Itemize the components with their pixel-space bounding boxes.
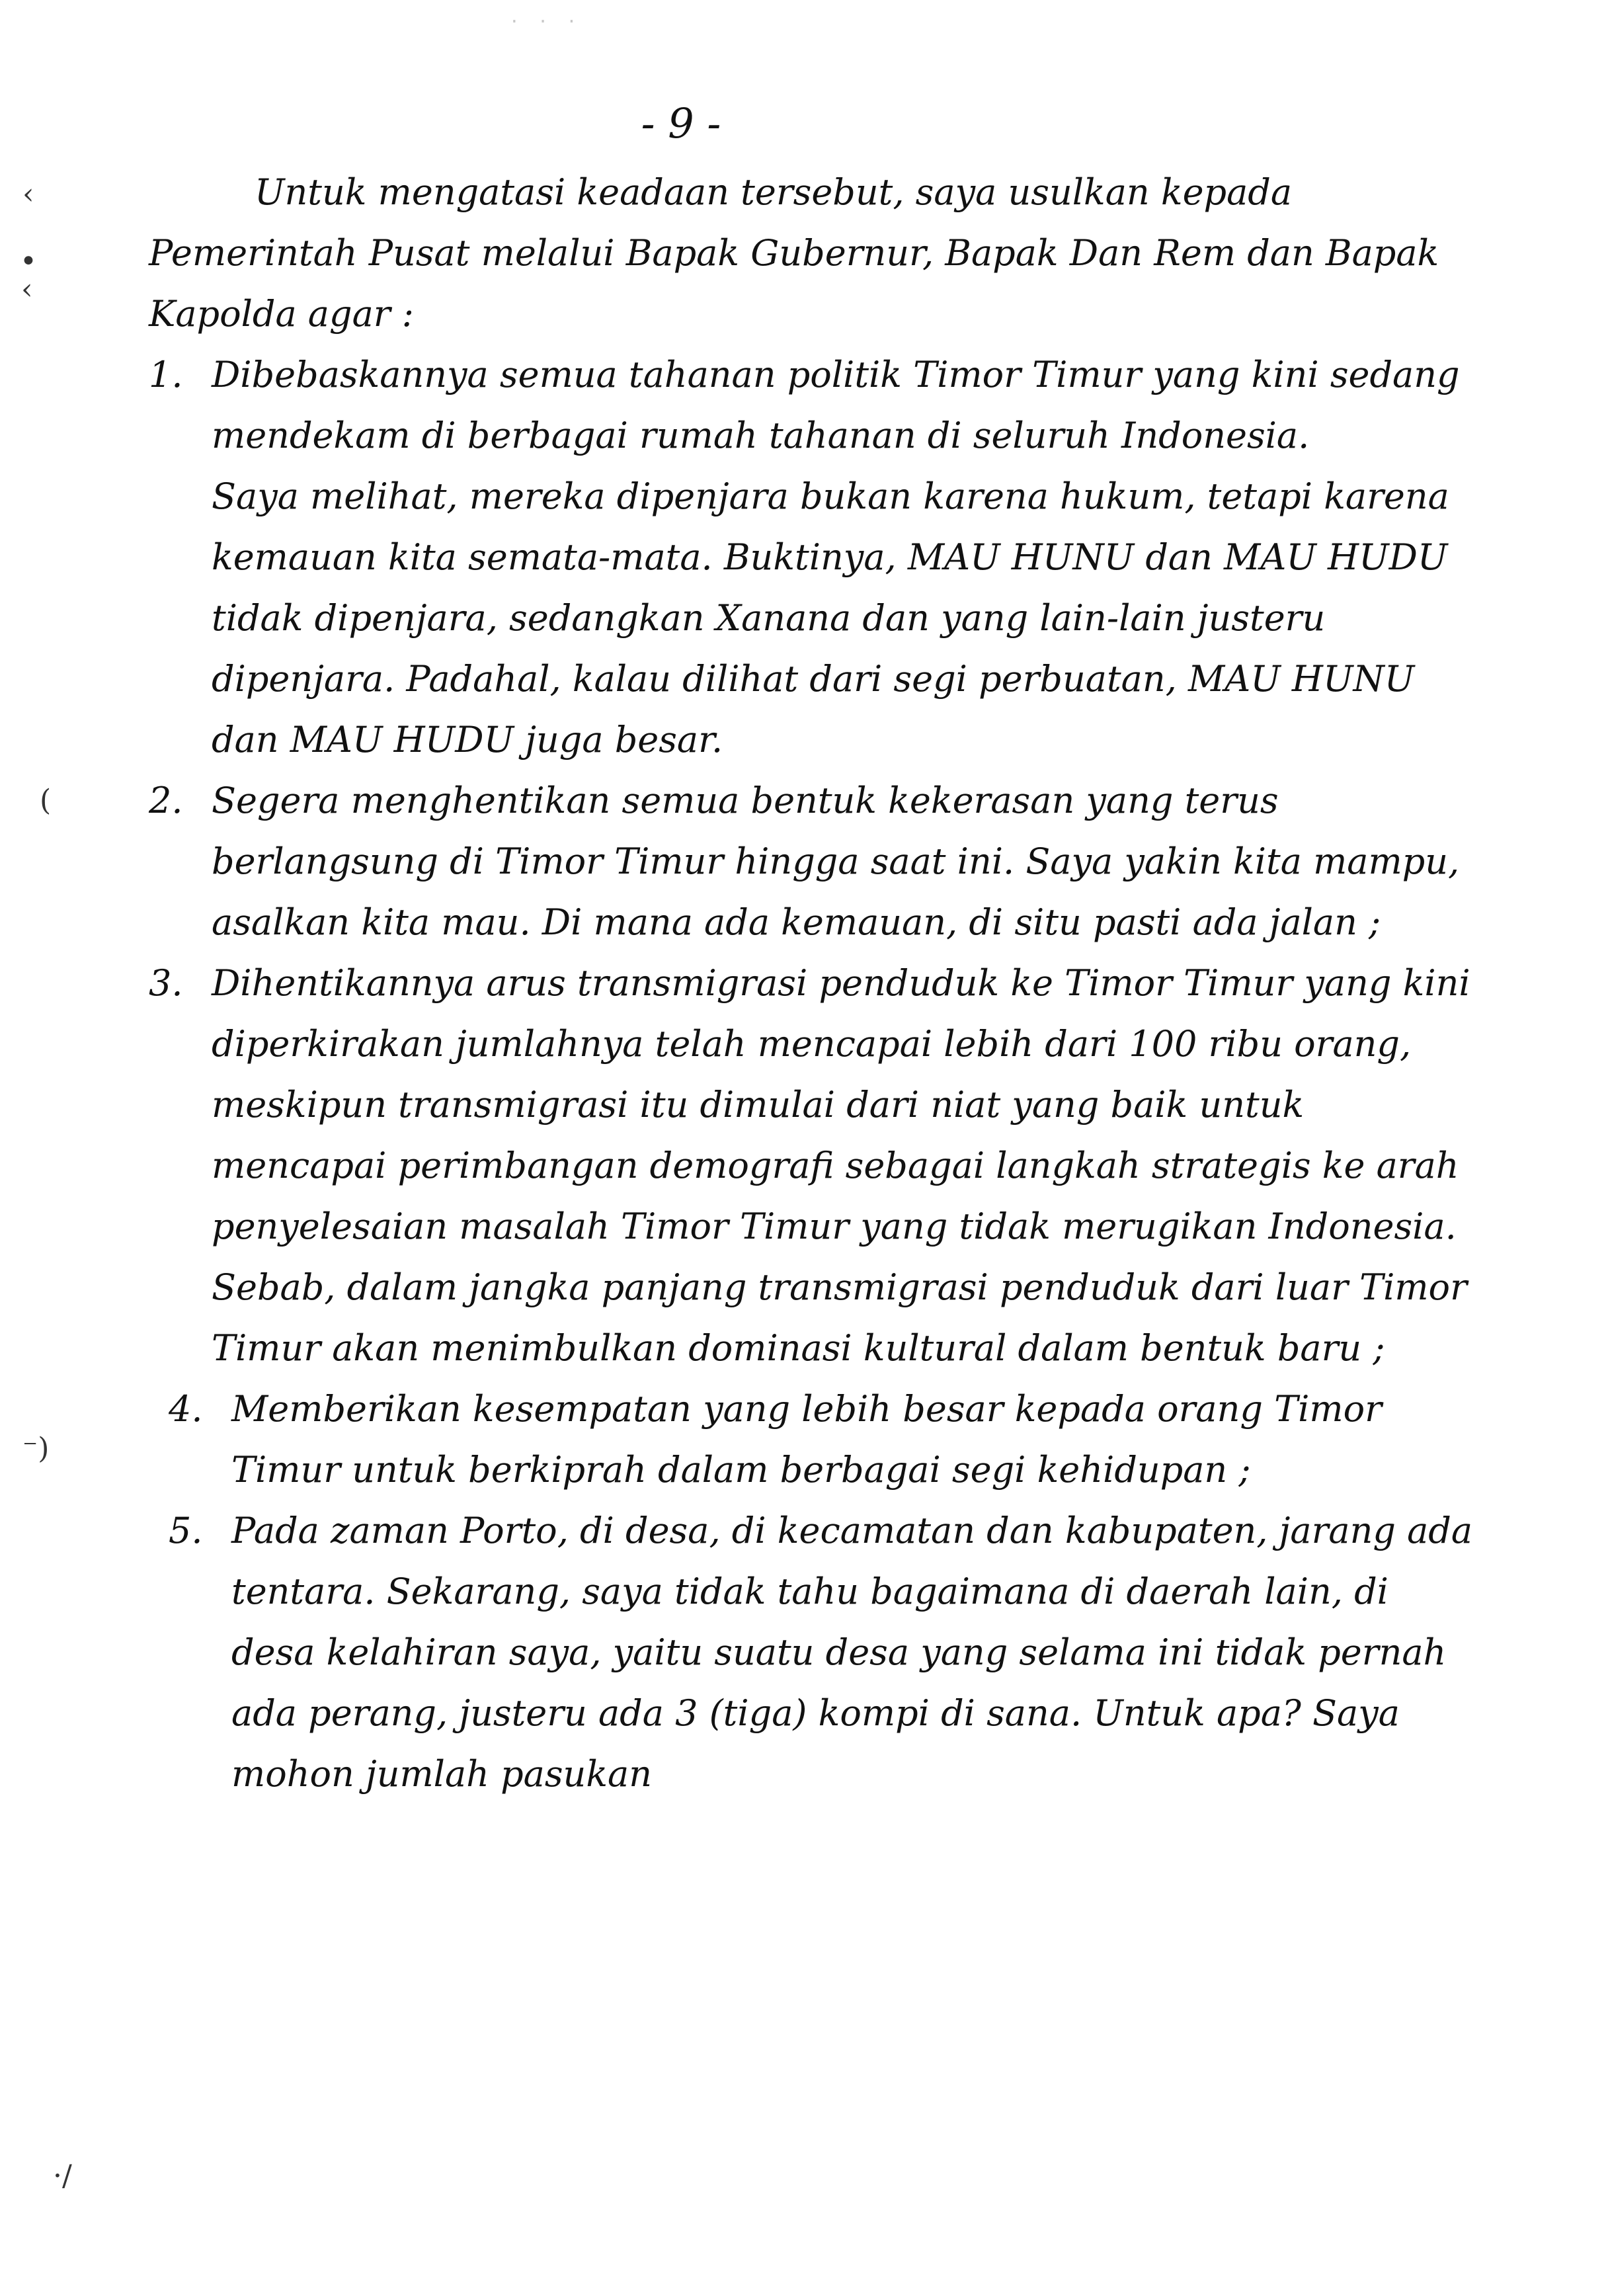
letter-body: [149, 162, 1478, 1805]
list-item: [169, 1379, 1478, 1500]
list-item: [149, 770, 1478, 953]
item-text: Dibebaskannya semua tahanan politik Timor Timur yang kini sedang mendekam di berbagai rumah tahanan di seluruh Indonesia.: [212, 354, 1460, 456]
margin-mark: •: [20, 245, 37, 278]
item-text: Segera menghentikan semua bentuk kekerasan yang terus berlangsung di Timor Timur hingga saat ini. Saya yakin kita mampu, asalkan kita mau. Di mana ada kemauan, di situ pasti ada jalan ;: [212, 780, 1460, 943]
margin-mark: ⁻): [22, 1432, 50, 1465]
item-number: 5.: [169, 1510, 203, 1551]
margin-mark: ‹: [21, 272, 33, 306]
item-continuation: Saya melihat, mereka dipenjara bukan karena hukum, tetapi karena kemauan kita semata-mata. Buktinya, MAU HUNU dan MAU HUDU tidak dipenjara, sedangkan Xanana dan yang lain-lain justeru dipenjara. Padahal, kalau dilihat dari segi perbuatan, MAU HUNU dan MAU HUDU juga besar.: [212, 475, 1449, 760]
item-text: Pada zaman Porto, di desa, di kecamatan dan kabupaten, jarang ada tentara. Sekarang, saya tidak tahu bagaimana di daerah lain, di desa kelahiran saya, yaitu suatu desa yang selama ini tidak pernah ada perang, justeru ada 3 (tiga) kompi di sana. Untuk apa? Saya mohon jumlah pasukan: [231, 1510, 1473, 1795]
margin-mark: ‹: [22, 177, 34, 211]
margin-mark: (: [40, 784, 52, 817]
item-text: Memberikan kesempatan yang lebih besar kepada orang Timor Timur untuk berkiprah dalam berbagai segi kehidupan ;: [231, 1388, 1382, 1491]
margin-mark: ·/: [53, 2159, 72, 2193]
item-number: 2.: [149, 780, 183, 821]
item-number: 1.: [149, 354, 183, 395]
item-number: 4.: [169, 1388, 203, 1430]
list-item: [169, 1500, 1478, 1805]
item-number: 3.: [149, 962, 183, 1004]
list-item: [149, 345, 1478, 770]
page-number: - 9 -: [641, 99, 721, 147]
item-text: Dihentikannya arus transmigrasi penduduk ke Timor Timur yang kini diperkirakan jumlahnya telah mencapai lebih dari 100 ribu orang, meskipun transmigrasi itu dimulai dari niat yang baik untuk mencapai perimbangan demografi sebagai langkah strategis ke arah penyelesaian masalah Timor Timur yang tidak merugikan Indonesia. Sebab, dalam jangka panjang transmigrasi penduduk dari luar Timor Timur akan menimbulkan dominasi kultural dalam bentuk baru ;: [212, 962, 1470, 1369]
list-item: [149, 953, 1478, 1379]
scan-artifact: · · ·: [509, 12, 581, 32]
intro-paragraph: Untuk mengatasi keadaan tersebut, saya usulkan kepada Pemerintah Pusat melalui Bapak Gubernur, Bapak Dan Rem dan Bapak Kapolda agar :: [149, 171, 1439, 335]
